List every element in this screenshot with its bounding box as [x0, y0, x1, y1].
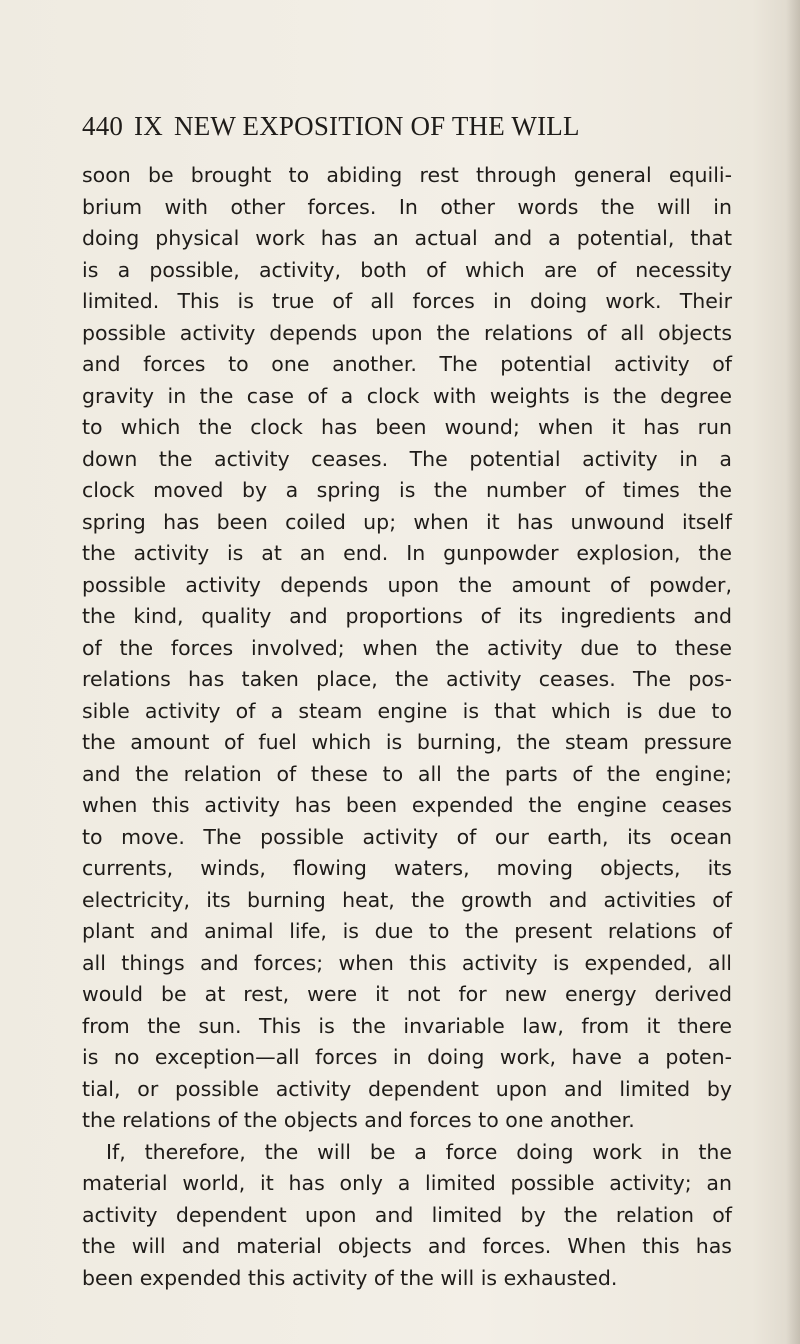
text-line: activity dependent upon and limited by the relation of	[82, 1202, 732, 1227]
text-line: the relations of the objects and forces to one another.	[82, 1108, 635, 1132]
text-line: soon be brought to abiding rest through general equili-	[82, 163, 732, 187]
text-line: been expended this activity of the will is exhausted.	[82, 1265, 618, 1290]
text-line: the kind, quality and proportions of its ingredients and	[82, 604, 732, 628]
text-line: doing physical work has an actual and a potential, that	[82, 226, 732, 250]
text-line: relations has taken place, the activity ceases. The pos-	[82, 667, 732, 691]
text-line: possible activity depends upon the relations of all objects	[82, 320, 732, 345]
text-line: is a possible, activity, both of which are of necessity	[82, 257, 732, 282]
chapter-numeral: IX	[134, 111, 163, 141]
chapter-title: NEW EXPOSITION OF THE WILL	[174, 111, 580, 141]
text-line: from the sun. This is the invariable law, from it there	[82, 1013, 732, 1038]
text-line: to move. The possible activity of our earth, its ocean	[82, 824, 732, 849]
text-line: of the forces involved; when the activity due to these	[82, 635, 732, 660]
text-line: is no exception—all forces in doing work, have a poten-	[82, 1045, 732, 1069]
page-edge-shadow	[786, 0, 800, 1344]
text-line: and forces to one another. The potential activity of	[82, 352, 732, 376]
text-line: clock moved by a spring is the number of times the	[82, 478, 732, 502]
text-line: the amount of fuel which is burning, the steam pressure	[82, 730, 732, 754]
text-line: plant and animal life, is due to the present relations of	[82, 919, 732, 943]
text-line: If, therefore, the will be a force doing work in the	[106, 1139, 732, 1164]
text-line: when this activity has been expended the engine ceases	[82, 793, 732, 817]
paragraph	[82, 1137, 732, 1295]
text-line: material world, it has only a limited possible activity; an	[82, 1171, 732, 1195]
paragraph	[82, 160, 732, 1137]
text-line: limited. This is true of all forces in doing work. Their	[82, 289, 732, 313]
text-line: to which the clock has been wound; when it has run	[82, 415, 732, 439]
text-line: all things and forces; when this activity is expended, all	[82, 950, 732, 975]
text-line: spring has been coiled up; when it has unwound itself	[82, 509, 732, 534]
text-line: and the relation of these to all the parts of the engine;	[82, 761, 732, 786]
text-line: the activity is at an end. In gunpowder explosion, the	[82, 541, 732, 565]
text-line: would be at rest, were it not for new energy derived	[82, 982, 732, 1006]
text-line: possible activity depends upon the amount of powder,	[82, 572, 732, 597]
text-line: electricity, its burning heat, the growth and activities of	[82, 887, 732, 912]
running-head	[82, 106, 722, 146]
body-text	[82, 160, 732, 1294]
text-line: tial, or possible activity dependent upon and limited by	[82, 1076, 732, 1101]
text-line: currents, winds, flowing waters, moving objects, its	[82, 856, 732, 880]
text-line: the will and material objects and forces. When this has	[82, 1234, 732, 1258]
text-line: sible activity of a steam engine is that which is due to	[82, 698, 732, 723]
text-line: brium with other forces. In other words the will in	[82, 194, 732, 219]
page-number: 440	[82, 111, 124, 141]
text-line: down the activity ceases. The potential activity in a	[82, 446, 732, 471]
text-line: gravity in the case of a clock with weights is the degree	[82, 383, 732, 408]
